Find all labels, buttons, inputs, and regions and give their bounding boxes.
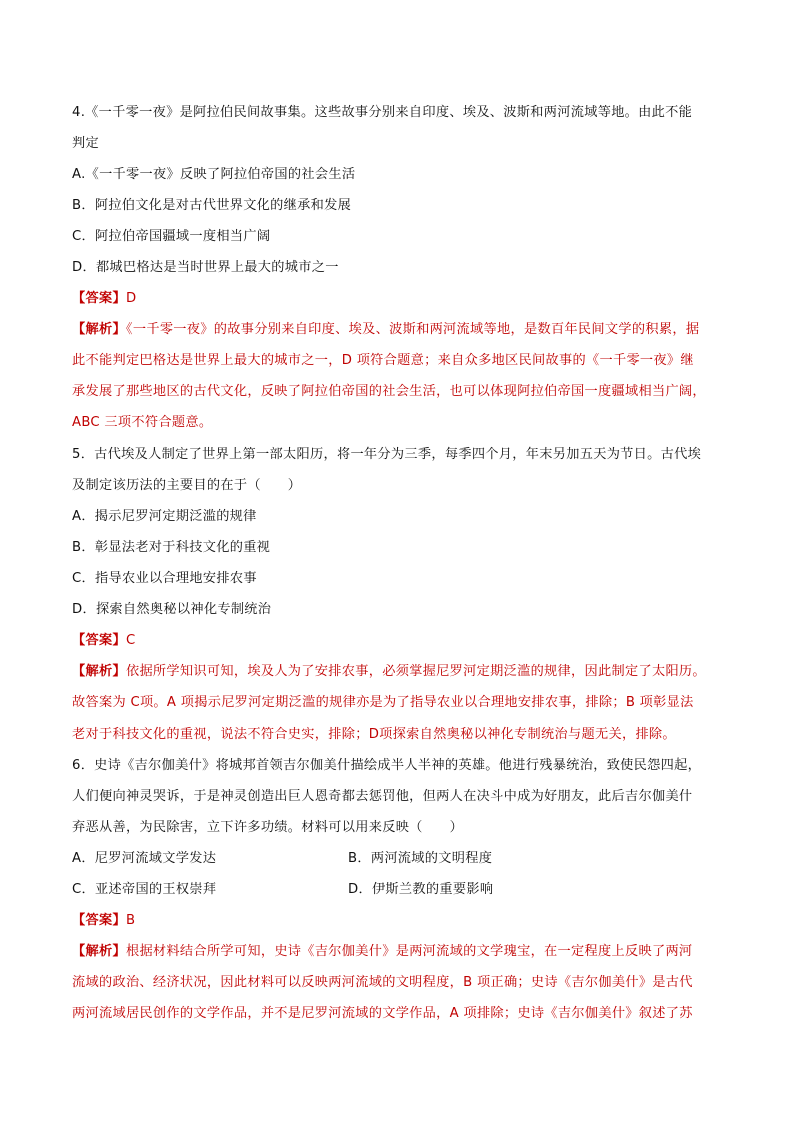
q5-stem-line-1: 5．古代埃及人制定了世界上第一部太阳历，将一年分为三季，每季四个月，年末另加五天为节日。古代埃 bbox=[72, 447, 702, 462]
q4-analysis-line-2: 此不能判定巴格达是世界上最大的城市之一，D 项符合题意；来自众多地区民间故事的《一千零一夜》继 bbox=[72, 353, 694, 368]
q5-option-b: B．彰显法老对于科技文化的重视 bbox=[72, 540, 271, 555]
q6-option-a: A．尼罗河流域文学发达 bbox=[72, 851, 217, 866]
q6-option-b: B．两河流域的文明程度 bbox=[348, 851, 493, 866]
q4-option-c: C．阿拉伯帝国疆域一度相当广阔 bbox=[72, 229, 271, 244]
q6-analysis-line-3: 两河流域居民创作的文学作品，并不是尼罗河流域的文学作品，A 项排除；史诗《吉尔伽美什》叙述了苏 bbox=[72, 1006, 693, 1021]
analysis-label: 【解析】 bbox=[72, 322, 126, 337]
answer-value: D bbox=[125, 291, 137, 306]
q6-stem-line-2: 人们便向神灵哭诉，于是神灵创造出巨人恩奇都去惩罚他，但两人在决斗中成为好朋友，此后吉尔伽美什 bbox=[72, 789, 693, 804]
q6-options-row-1 bbox=[72, 849, 732, 869]
q6-stem-line-1: 6．史诗《吉尔伽美什》将城邦首领吉尔伽美什描绘成半人半神的英雄。他进行残暴统治，致使民怨四起， bbox=[72, 758, 702, 773]
q4-option-a: A.《一千零一夜》反映了阿拉伯帝国的社会生活 bbox=[72, 167, 356, 182]
q4-analysis-line-1 bbox=[72, 320, 732, 340]
q4-option-d: D．都城巴格达是当时世界上最大的城市之一 bbox=[72, 260, 339, 275]
q4-stem-line-1: 4.《一千零一夜》是阿拉伯民间故事集。这些故事分别来自印度、埃及、波斯和两河流域等地。由此不能 bbox=[72, 105, 693, 120]
q6-analysis-line-2: 流域的政治、经济状况，因此材料可以反映两河流域的文明程度，B 项正确；史诗《吉尔伽美什》是古代 bbox=[72, 975, 693, 990]
q5-option-c: C．指导农业以合理地安排农事 bbox=[72, 571, 257, 586]
q5-option-d: D．探索自然奥秘以神化专制统治 bbox=[72, 602, 272, 617]
q6-option-c: C．亚述帝国的王权崇拜 bbox=[72, 882, 217, 897]
q5-stem-line-2: 及制定该历法的主要目的在于（ ） bbox=[72, 478, 302, 493]
analysis-text: 《一千零一夜》的故事分别来自印度、埃及、波斯和两河流域等地，是数百年民间文学的积累，据 bbox=[125, 322, 700, 337]
q4-stem-line-2: 判定 bbox=[72, 136, 99, 151]
q5-analysis-line-3: 老对于科技文化的重视，说法不符合史实，排除；D项探索自然奥秘以神化专制统治与题无关，排除。 bbox=[72, 727, 676, 742]
answer-label: 【答案】 bbox=[72, 633, 126, 648]
q5-analysis-line-1 bbox=[72, 662, 732, 682]
q6-answer bbox=[72, 911, 732, 931]
answer-label: 【答案】 bbox=[72, 913, 126, 928]
q5-option-a: A．揭示尼罗河定期泛滥的规律 bbox=[72, 509, 257, 524]
q6-stem-line-3: 弃恶从善，为民除害，立下许多功绩。材料可以用来反映（ ） bbox=[72, 820, 464, 835]
analysis-label: 【解析】 bbox=[72, 944, 126, 959]
q6-analysis-line-1 bbox=[72, 942, 732, 962]
analysis-text: 根据材料结合所学可知，史诗《吉尔伽美什》是两河流域的文学瑰宝，在一定程度上反映了两河 bbox=[125, 944, 693, 959]
analysis-text: 依据所学知识可知，埃及人为了安排农事，必须掌握尼罗河定期泛滥的规律，因此制定了太阳历。 bbox=[125, 664, 706, 679]
q6-options-row-2 bbox=[72, 880, 732, 900]
q6-option-d: D．伊斯兰教的重要影响 bbox=[348, 882, 494, 897]
q4-option-b: B．阿拉伯文化是对古代世界文化的继承和发展 bbox=[72, 198, 352, 213]
answer-value: C bbox=[125, 633, 136, 648]
answer-label: 【答案】 bbox=[72, 291, 126, 306]
q5-answer bbox=[72, 631, 732, 651]
q4-analysis-line-3: 承发展了那些地区的古代文化，反映了阿拉伯帝国的社会生活，也可以体现阿拉伯帝国一度疆域相当广阔， bbox=[72, 384, 706, 399]
answer-value: B bbox=[125, 913, 136, 928]
q5-analysis-line-2: 故答案为 C项。A 项揭示尼罗河定期泛滥的规律亦是为了指导农业以合理地安排农事，排除；B 项彰显法 bbox=[72, 695, 694, 710]
analysis-label: 【解析】 bbox=[72, 664, 126, 679]
q4-answer bbox=[72, 289, 732, 309]
q4-analysis-line-4: ABC 三项不符合题意。 bbox=[72, 415, 213, 430]
